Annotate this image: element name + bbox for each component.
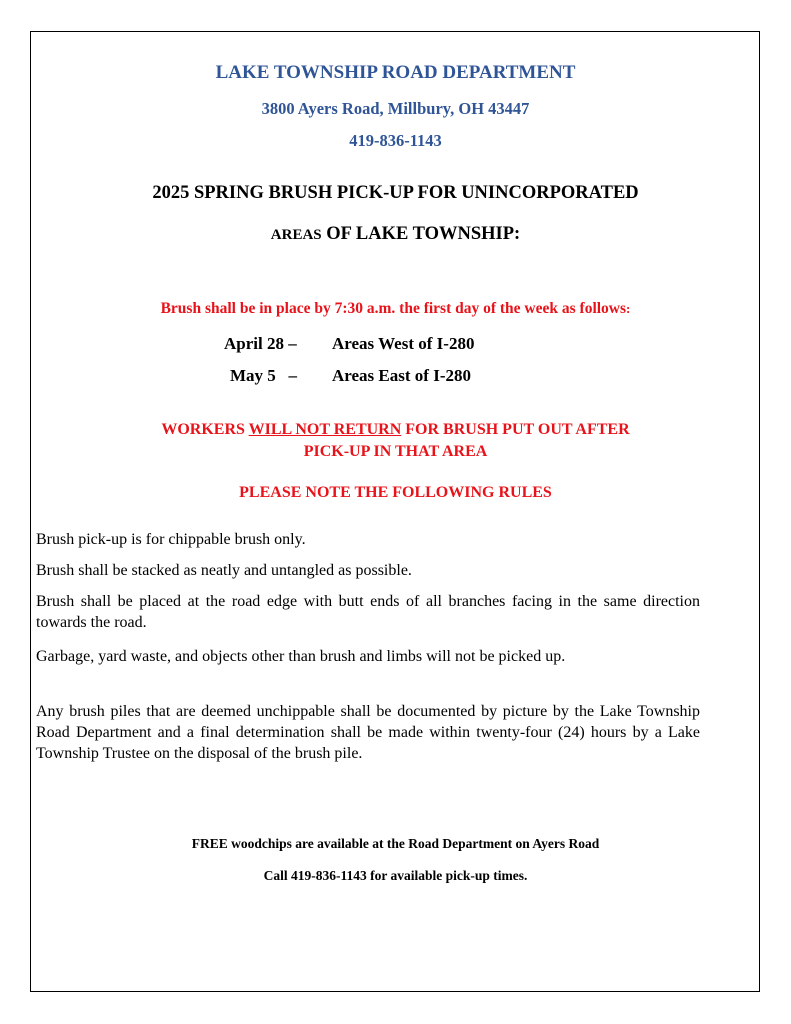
title-main-words: OF LAKE TOWNSHIP: xyxy=(321,224,521,244)
title-line-1: 2025 SPRING BRUSH PICK-UP FOR UNINCORPORATED xyxy=(152,183,639,203)
rule-item: Brush shall be stacked as neatly and untangled as possible. xyxy=(36,562,412,579)
rules-heading: PLEASE NOTE THE FOLLOWING RULES xyxy=(239,484,552,501)
rule-item: Garbage, yard waste, and objects other than brush and limbs will not be picked up. xyxy=(36,648,566,665)
rule-item: Brush pick-up is for chippable brush only. xyxy=(36,531,306,548)
footer-line-2: Call 419-836-1143 for available pick-up times. xyxy=(263,868,528,883)
schedule-area-1: Areas West of I-280 xyxy=(332,334,475,353)
warning-line-2: PICK-UP IN THAT AREA xyxy=(303,443,488,460)
warning-underlined: WILL NOT RETURN xyxy=(248,421,402,438)
title-small-word: AREAS xyxy=(270,227,322,243)
org-name: LAKE TOWNSHIP ROAD DEPARTMENT xyxy=(215,62,576,83)
schedule-date-1: April 28 – xyxy=(224,334,297,353)
rule-item: Brush shall be placed at the road edge with butt ends of all branches facing in the same direction towards the road. xyxy=(36,593,700,631)
warning-notice xyxy=(0,419,791,463)
schedule-date-2: May 5 – xyxy=(230,366,298,385)
schedule-area-2: Areas East of I-280 xyxy=(332,366,471,385)
intro-main: Brush shall be in place by 7:30 a.m. the first day of the week as follows xyxy=(160,300,627,317)
intro-tail: : xyxy=(626,301,631,316)
warning-pre: WORKERS xyxy=(161,421,249,438)
title-line-2 xyxy=(0,224,791,245)
org-address: 3800 Ayers Road, Millbury, OH 43447 xyxy=(261,99,530,118)
warning-post: FOR BRUSH PUT OUT AFTER xyxy=(401,421,630,438)
intro-text xyxy=(0,300,791,318)
rule-item: Any brush piles that are deemed unchippable shall be documented by picture by the Lake Township Road Department and a final determination shall be made within twenty-four (24) hours by a Lake Township Trustee on the disposal of the brush pile. xyxy=(36,703,700,762)
footer-line-1: FREE woodchips are available at the Road Department on Ayers Road xyxy=(191,836,600,851)
org-phone: 419-836-1143 xyxy=(349,131,442,150)
